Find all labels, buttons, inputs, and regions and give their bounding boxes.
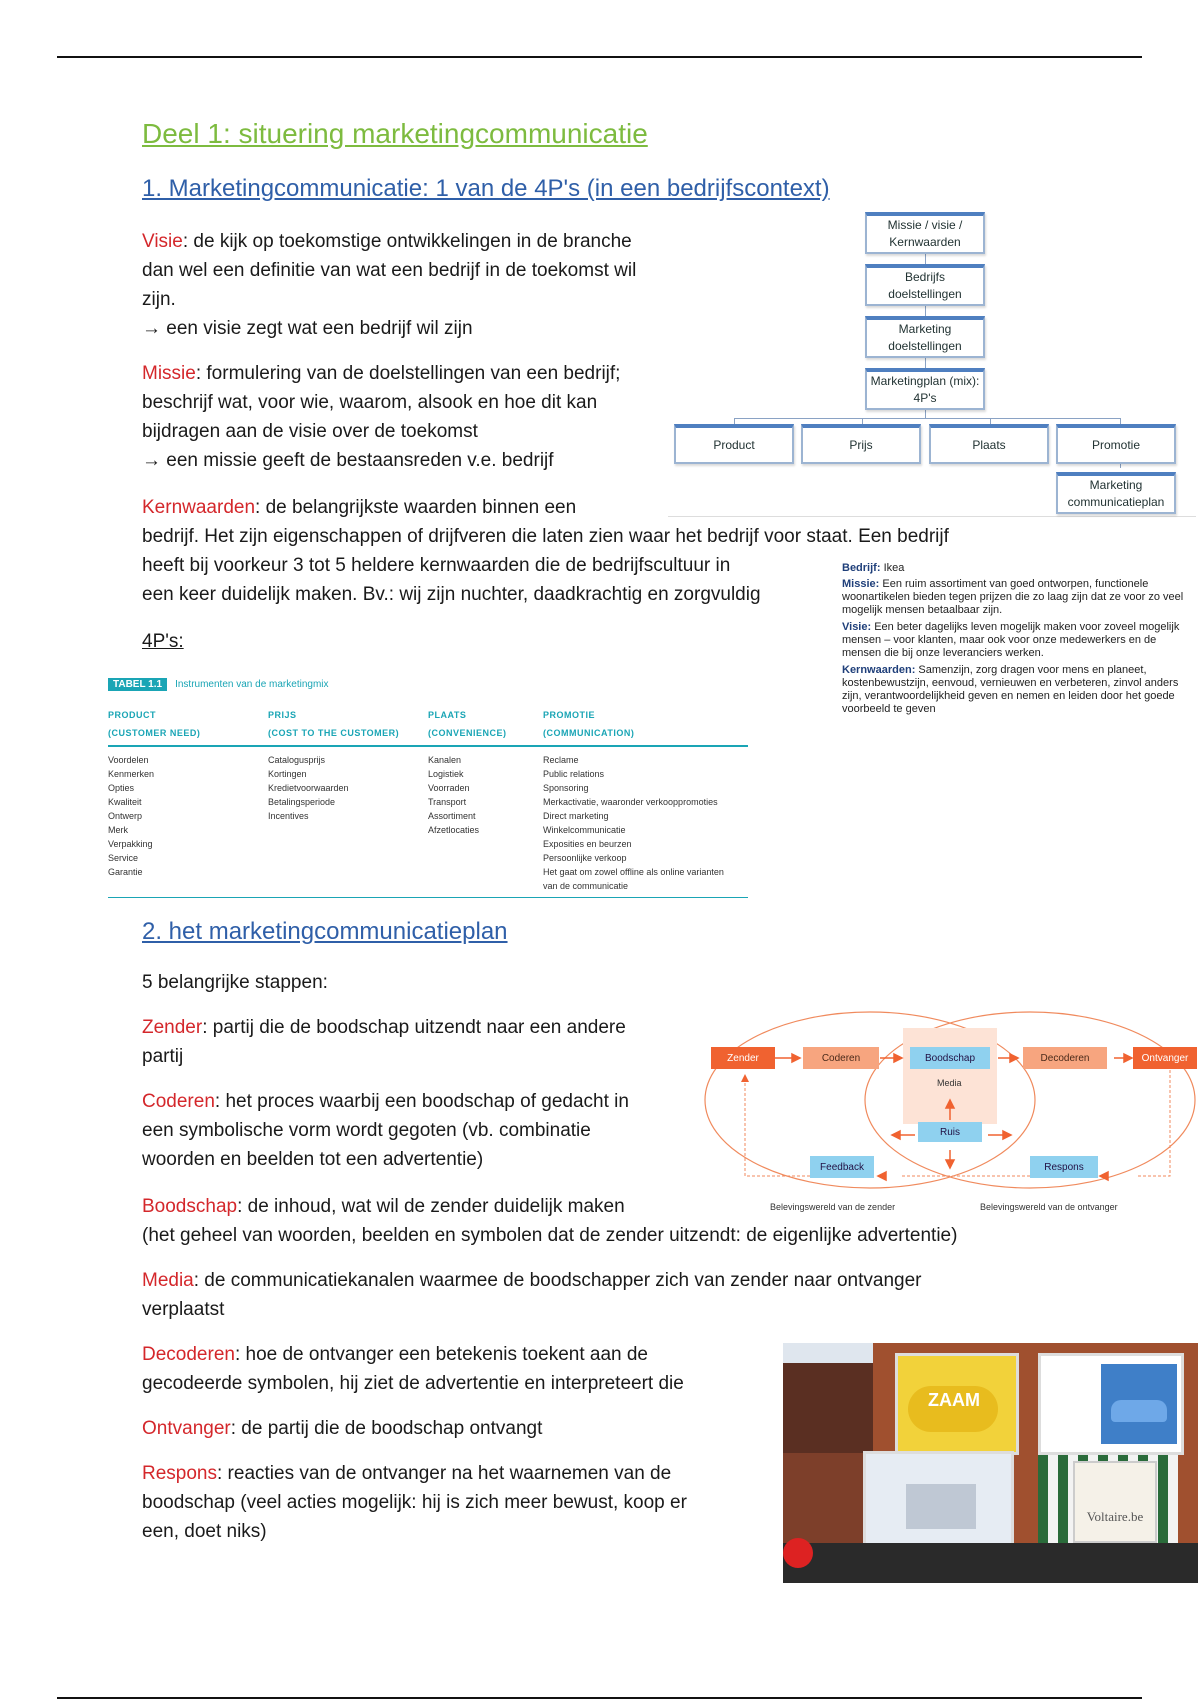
th-prijs xyxy=(268,706,399,742)
th-promotie xyxy=(543,706,634,742)
chart-baseline xyxy=(668,516,1196,517)
org-box-communicatieplan: Marketing communicatieplan xyxy=(1056,472,1176,514)
decoderen-l2: gecodeerde symbolen, hij ziet de advertentie en interpreteert die xyxy=(142,1373,684,1394)
model-decoderen: Decoderen xyxy=(1023,1047,1107,1069)
boodschap-l2: (het geheel van woorden, beelden en symbolen dat de zender uitzendt: de eigenlijke advertentie) xyxy=(142,1225,958,1246)
table-cell: Kwaliteit xyxy=(108,797,142,807)
org-box-plan: Marketingplan (mix): 4P's xyxy=(865,368,985,410)
org-box-promotie: Promotie xyxy=(1056,424,1176,464)
th-prijs-name: PRIJS xyxy=(268,710,297,720)
table-cell: Persoonlijke verkoop xyxy=(543,853,627,863)
missie-term: Missie xyxy=(142,363,196,384)
arrowhead-1 xyxy=(792,1054,800,1062)
missie-arrow: → een missie geeft de bestaansreden v.e. bedrijf xyxy=(142,450,554,471)
table-header-line xyxy=(108,745,748,747)
kernwaarden-line2: bedrijf. Het zijn eigenschappen of drijfveren die laten zien waar het bedrijf voor staat. Een bedrijf xyxy=(142,526,949,547)
four-p-label: 4P's: xyxy=(142,631,184,652)
media-l2: verplaatst xyxy=(142,1299,225,1320)
table-bottom-line xyxy=(108,897,748,898)
billboard-car xyxy=(1038,1353,1184,1455)
table-caption-text: Instrumenten van de marketingmix xyxy=(175,679,329,690)
visie-text: : de kijk op toekomstige ontwikkelingen in de branche dan wel een definitie van wat een bedrijf in de toekomst wil zijn. xyxy=(142,231,637,310)
bottom-rule xyxy=(57,1697,1142,1699)
coderen-l2: een symbolische vorm wordt gegoten (vb. combinatie xyxy=(142,1120,591,1141)
table-cell: Kortingen xyxy=(268,769,307,779)
boodschap-l1: : de inhoud, wat wil de zender duidelijk maken xyxy=(237,1196,625,1217)
zender-l1: : partij die de boodschap uitzendt naar een andere xyxy=(202,1017,626,1038)
respons-l3: een, doet niks) xyxy=(142,1521,267,1542)
coderen-paragraph xyxy=(142,1087,702,1174)
right-world-label: Belevingswereld van de ontvanger xyxy=(980,1202,1118,1212)
table-cell: Merkactivatie, waaronder verkooppromoties xyxy=(543,797,718,807)
arrowhead-8 xyxy=(1003,1131,1011,1139)
coderen-l1: : het proces waarbij een boodschap of gedacht in xyxy=(214,1091,629,1112)
kernwaarden-line3: heeft bij voorkeur 3 tot 5 heldere kernwaarden die de bedrijfscultuur in xyxy=(142,555,731,576)
org-box-product: Product xyxy=(674,424,794,464)
media-l1: : de communicatiekanalen waarmee de boodschapper zich van zender naar ontvanger xyxy=(193,1270,922,1291)
comm-model-lines xyxy=(700,1010,1200,1210)
table-cell: Service xyxy=(108,853,139,863)
model-media: Media xyxy=(937,1078,962,1088)
table-cell: Kredietvoorwaarden xyxy=(268,783,349,793)
model-zender: Zender xyxy=(711,1047,775,1069)
table-cell: Public relations xyxy=(543,769,605,779)
org-branch xyxy=(734,418,1120,419)
visie-paragraph xyxy=(142,227,652,343)
table-tag: TABEL 1.1 xyxy=(108,678,167,691)
ontvanger-paragraph xyxy=(142,1414,772,1443)
model-coderen: Coderen xyxy=(803,1047,879,1069)
boodschap-term: Boodschap xyxy=(142,1196,238,1217)
visie-arrow: → een visie zegt wat een bedrijf wil zijn xyxy=(142,318,473,339)
org-box-bedrijf: Bedrijfs doelstellingen xyxy=(865,264,985,306)
shopfront xyxy=(783,1543,1198,1583)
page-title: Deel 1: situering marketingcommunicatie xyxy=(142,118,648,149)
table-cell: Kanalen xyxy=(428,755,462,765)
visie-term: Visie xyxy=(142,231,183,252)
bedrijf-value: Ikea xyxy=(883,562,905,574)
kernwaarden-line4: een keer duidelijk maken. Bv.: wij zijn nuchter, daadkrachtig en zorgvuldig xyxy=(142,584,761,605)
missie-text: : formulering van de doelstellingen van een bedrijf; beschrijf wat, voor wie, waarom, alsook en hoe dit kan bijdragen aan de visie over de toekomst xyxy=(142,363,621,442)
table-cell: Ontwerp xyxy=(108,811,143,821)
respons-term: Respons xyxy=(142,1463,217,1484)
billboard-voltaire xyxy=(1073,1461,1157,1543)
th-promotie-name: PROMOTIE xyxy=(543,710,596,720)
table-cell: Catalogusprijs xyxy=(268,755,326,765)
model-feedback: Feedback xyxy=(810,1156,874,1178)
table-cell: Sponsoring xyxy=(543,783,589,793)
table-cell: Voordelen xyxy=(108,755,149,765)
section-2-title: 2. het marketingcommunicatieplan xyxy=(142,918,508,945)
zender-paragraph xyxy=(142,1013,702,1071)
table-cell: Garantie xyxy=(108,867,143,877)
table-cell: Direct marketing xyxy=(543,811,609,821)
model-respons: Respons xyxy=(1030,1156,1098,1178)
col-prijs xyxy=(268,753,349,823)
top-rule xyxy=(57,56,1142,58)
ontvanger-l1: : de partij die de boodschap ontvangt xyxy=(230,1418,543,1439)
table-cell: Incentives xyxy=(268,811,309,821)
col-promotie xyxy=(543,753,724,893)
table-cell: Kenmerken xyxy=(108,769,155,779)
ikea-kern-text: Samenzijn, zorg dragen voor mens en planeet, kostenbewustzijn, eenvoud, vernieuwen en verbeteren, zinvol anders zijn, verantwoordelijkheid geven en nemen en leiden door het goede voorbeeld te geven xyxy=(842,664,1179,715)
col-product xyxy=(108,753,154,879)
no-entry-sign-icon xyxy=(783,1538,813,1568)
left-world-label: Belevingswereld van de zender xyxy=(770,1202,896,1212)
arrowhead-3 xyxy=(1010,1054,1018,1062)
ikea-missie-label: Missie: xyxy=(842,578,880,590)
th-prijs-sub: (COST TO THE CUSTOMER) xyxy=(268,728,400,738)
arrowhead-7 xyxy=(892,1131,900,1139)
missie-paragraph xyxy=(142,359,652,475)
decoderen-term: Decoderen xyxy=(142,1344,235,1365)
bedrijf-label: Bedrijf: xyxy=(842,562,881,574)
ontvanger-term: Ontvanger xyxy=(142,1418,231,1439)
table-cell: van de communicatie xyxy=(543,881,629,891)
col-plaats xyxy=(428,753,479,837)
table-cell: Logistiek xyxy=(428,769,464,779)
th-product-sub: (CUSTOMER NEED) xyxy=(108,728,201,738)
billboard-house xyxy=(863,1451,1014,1555)
org-box-missie: Missie / visie / Kernwaarden xyxy=(865,212,985,254)
coderen-l3: woorden en beelden tot een advertentie) xyxy=(142,1149,484,1170)
org-box-prijs: Prijs xyxy=(801,424,921,464)
ikea-visie-label: Visie: xyxy=(842,621,872,633)
arrowhead-feedback-up xyxy=(741,1074,749,1082)
car-shape xyxy=(1111,1400,1167,1422)
zaam-logo: ZAAM xyxy=(928,1390,980,1410)
table-cell: Exposities en beurzen xyxy=(543,839,632,849)
billboard-photo xyxy=(783,1343,1198,1583)
arrowhead-6 xyxy=(946,1160,954,1168)
table-cell: Verpakking xyxy=(108,839,153,849)
table-cell: Het gaat om zowel offline als online varianten xyxy=(543,867,724,877)
zender-l2: partij xyxy=(142,1046,184,1067)
ikea-missie-text: Een ruim assortiment van goed ontworpen, functionele woonartikelen bieden tegen prijzen die zo laag zijn dat ze voor zo veel mogelijk mensen betaalbaar zijn. xyxy=(842,578,1184,616)
coderen-term: Coderen xyxy=(142,1091,215,1112)
model-ruis: Ruis xyxy=(918,1122,982,1142)
zender-term: Zender xyxy=(142,1017,203,1038)
th-product-name: PRODUCT xyxy=(108,710,156,720)
decoderen-paragraph xyxy=(142,1340,772,1398)
model-ontvanger: Ontvanger xyxy=(1133,1047,1197,1069)
table-cell: Merk xyxy=(108,825,128,835)
th-promotie-sub: (COMMUNICATION) xyxy=(543,728,635,738)
media-paragraph xyxy=(142,1266,1182,1324)
table-cell: Opties xyxy=(108,783,135,793)
table-cell: Afzetlocaties xyxy=(428,825,480,835)
th-plaats-sub: (CONVENIENCE) xyxy=(428,728,507,738)
house-shape xyxy=(906,1484,976,1529)
model-boodschap: Boodschap xyxy=(910,1047,990,1069)
table-cell: Reclame xyxy=(543,755,579,765)
kernwaarden-term: Kernwaarden xyxy=(142,497,256,518)
section-1-title: 1. Marketingcommunicatie: 1 van de 4P's (in een bedrijfscontext) xyxy=(142,175,830,202)
th-plaats-name: PLAATS xyxy=(428,710,467,720)
kernwaarden-line1: : de belangrijkste waarden binnen een xyxy=(255,497,577,518)
table-cell: Voorraden xyxy=(428,783,470,793)
ikea-kern-label: Kernwaarden: xyxy=(842,664,916,676)
stappen-intro: 5 belangrijke stappen: xyxy=(142,972,328,993)
arrowhead-4 xyxy=(1124,1054,1132,1062)
th-plaats xyxy=(428,706,507,742)
media-term: Media xyxy=(142,1270,194,1291)
table-cell: Assortiment xyxy=(428,811,476,821)
voltaire-logo: Voltaire.be xyxy=(1086,1509,1144,1524)
th-product xyxy=(108,706,200,742)
org-box-marketing: Marketing doelstellingen xyxy=(865,316,985,358)
arrowhead-2 xyxy=(894,1054,902,1062)
table-cell: Transport xyxy=(428,797,467,807)
ikea-visie-text: Een beter dagelijks leven mogelijk maken voor zoveel mogelijk mensen – voor klanten, maar ook voor onze medewerkers en de mensen die bij onze leveranciers werken. xyxy=(842,621,1180,659)
arrowhead-feedback xyxy=(878,1172,886,1180)
org-box-plaats: Plaats xyxy=(929,424,1049,464)
respons-l1: : reacties van de ontvanger na het waarnemen van de xyxy=(217,1463,672,1484)
ikea-info xyxy=(842,562,1192,716)
table-cell: Betalingsperiode xyxy=(268,797,336,807)
decoderen-l1: : hoe de ontvanger een betekenis toekent aan de xyxy=(234,1344,648,1365)
billboard-zaam xyxy=(895,1353,1019,1455)
table-cell: Winkelcommunicatie xyxy=(543,825,626,835)
respons-l2: boodschap (veel acties mogelijk: hij is zich meer bewust, koop er xyxy=(142,1492,687,1513)
respons-loop-right xyxy=(1138,1070,1170,1176)
table-caption xyxy=(108,678,329,691)
feedback-loop xyxy=(745,1082,810,1176)
respons-paragraph xyxy=(142,1459,772,1546)
